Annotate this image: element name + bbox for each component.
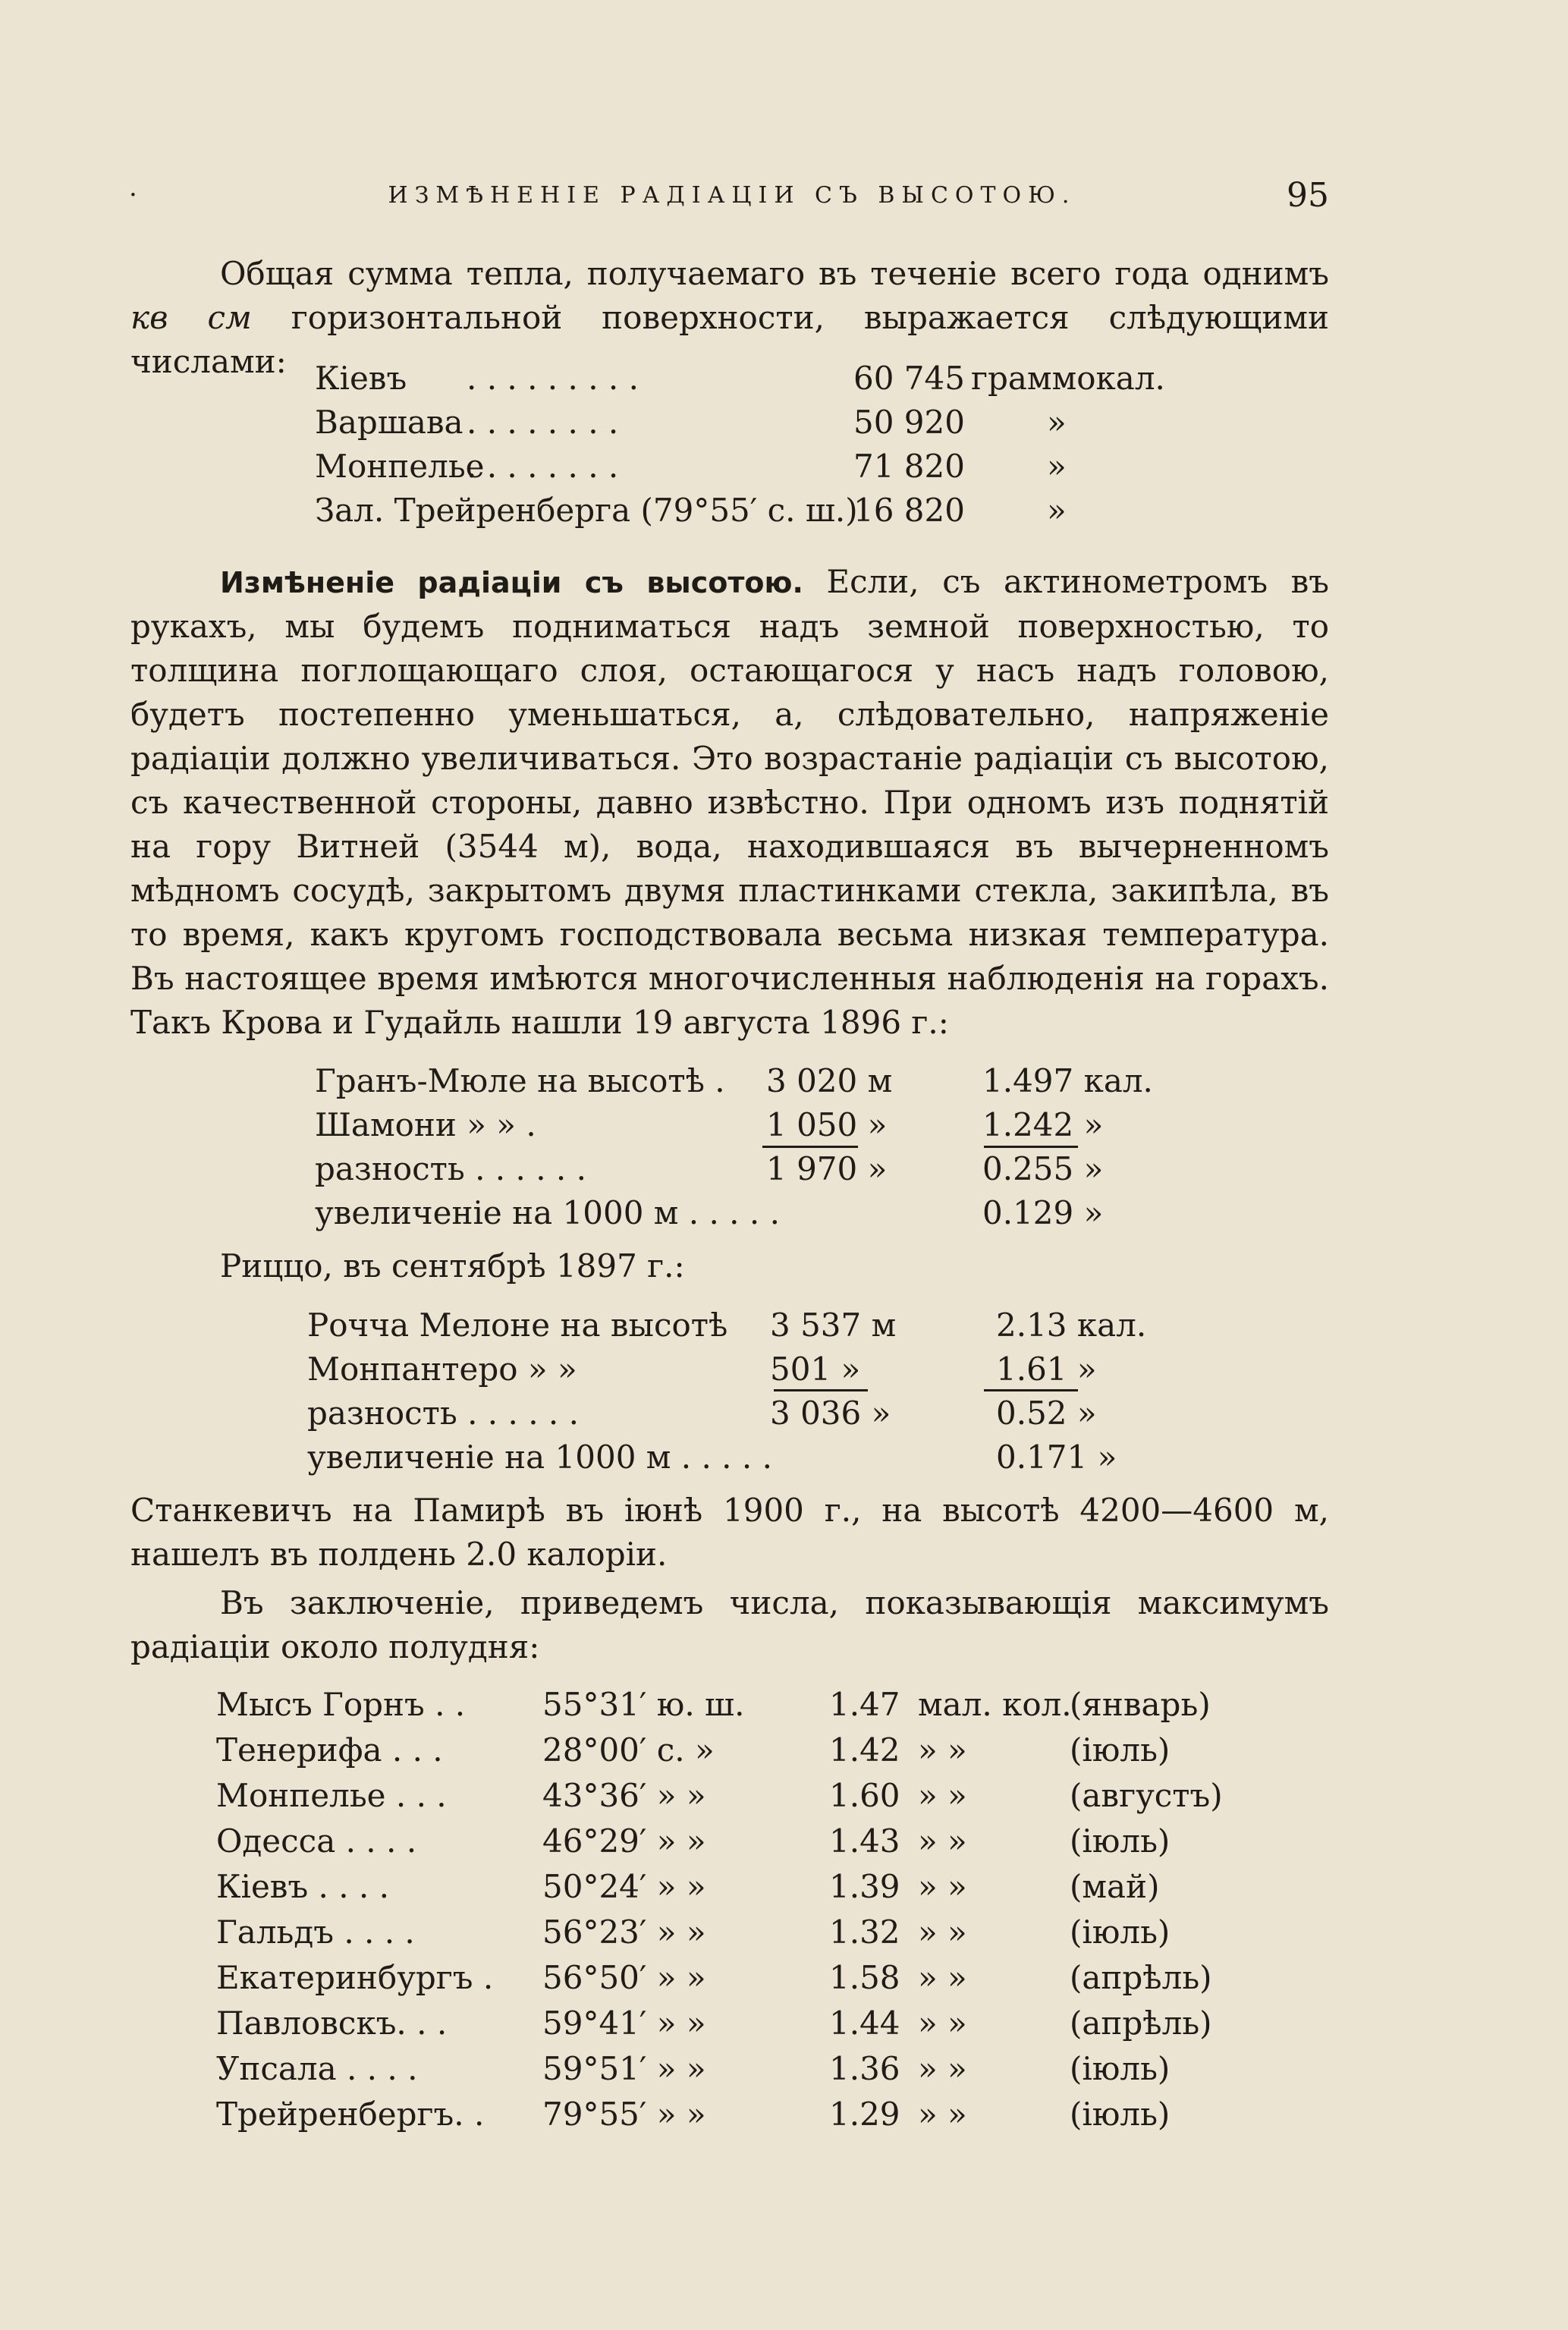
row-label: увеличеніе на 1000 м . . . . . [307, 1439, 772, 1476]
unit-label: » » [918, 2050, 967, 2087]
rizzo-row [307, 1391, 1445, 1435]
radiation-value: 0.255 » [982, 1150, 1104, 1187]
radiation-value: 1.61 » [996, 1351, 1097, 1388]
running-header [129, 176, 1335, 222]
latitude: 59°41′ » » [542, 2005, 706, 2042]
leader-dots: . . . . . . . . . [467, 360, 639, 397]
row-label: Монпантеро » » [307, 1351, 577, 1388]
month: (апрѣль) [1070, 1959, 1212, 1996]
radiation-value: 1.58 [829, 1959, 900, 1996]
place-name: Мысъ Горнъ . . [216, 1686, 466, 1723]
place-name: Трейренбергъ. . [216, 2096, 485, 2133]
heat-unit: граммокал. [971, 360, 1165, 397]
maxima-row [216, 2001, 1354, 2045]
latitude: 28°00′ с. » [542, 1731, 715, 1769]
row-label: разность . . . . . . [315, 1150, 586, 1187]
section-paragraph [130, 560, 1329, 1045]
place-name: Тенерифа . . . [216, 1731, 443, 1769]
place-name: Монпелье [315, 448, 485, 485]
heat-value: 16 820 [853, 492, 965, 529]
subtraction-rule [984, 1389, 1078, 1391]
margin-dot: · [129, 180, 137, 210]
maxima-row [216, 1956, 1354, 2000]
row-label: Рочча Мелоне на высотѣ [307, 1306, 728, 1344]
unit-label: » » [918, 1777, 967, 1814]
place-name: Кіевъ . . . . [216, 1868, 389, 1905]
month: (январь) [1070, 1686, 1211, 1723]
radiation-value: 1.47 [829, 1686, 900, 1723]
crova-row [315, 1191, 1453, 1235]
month: (іюль) [1070, 2050, 1171, 2087]
annual-row [315, 445, 1453, 489]
latitude: 55°31′ ю. ш. [542, 1686, 745, 1723]
place-name: Павловскъ. . . [216, 2005, 448, 2042]
stankevich-paragraph: Станкевичъ на Памирѣ въ іюнѣ 1900 г., на высотѣ 4200—4600 м, нашелъ въ полдень 2.0 калоріи. [130, 1492, 1329, 1573]
month: (май) [1070, 1868, 1160, 1905]
rizzo-row [307, 1303, 1445, 1347]
month: (апрѣль) [1070, 2005, 1212, 2042]
unit-label: » » [918, 1959, 967, 1996]
intro-lead: Общая сумма тепла, получаемаго въ теченіе всего года однимъ [220, 255, 1329, 292]
section-text: Если, съ актинометромъ въ рукахъ, мы будемъ подниматься надъ земной поверхностью, то толщина поглощающаго слоя, остающагося у насъ надъ головою, будетъ постепенно уменьшаться, а, слѣдовательно, напряженіе радіаціи должно увеличиваться. Это возрастаніе радіаціи съ высотою, съ качественной стороны, давно извѣстно. При одномъ изъ поднятій на гору Витней (3544 м), вода, находившаяся въ вычерненномъ мѣдномъ сосудѣ, закрытомъ двумя пластинками стекла, закипѣла, въ то время, какъ кругомъ господствовала весьма низкая температура. Въ настоящее время имѣются многочисленныя наблюденія на горахъ. Такъ Крова и Гудайль нашли 19 августа 1896 г.: [130, 563, 1330, 1041]
heat-value: 50 920 [853, 404, 965, 441]
latitude: 79°55′ » » [542, 2096, 706, 2133]
heat-unit: » [1047, 448, 1067, 485]
unit-label: » » [918, 1913, 967, 1951]
section-heading: Измѣненіе радіаціи съ высотою. [220, 566, 803, 599]
heat-value: 60 745 [853, 360, 965, 397]
height-value: 3 020 м [766, 1062, 893, 1099]
latitude: 46°29′ » » [542, 1822, 706, 1860]
unit-label: » » [918, 1731, 967, 1769]
place-name: Монпелье . . . [216, 1777, 447, 1814]
radiation-value: 1.29 [829, 2096, 900, 2133]
rizzo-row [307, 1347, 1445, 1391]
height-value: 1 970 » [766, 1150, 888, 1187]
place-name: Варшава [315, 404, 463, 441]
radiation-value: 1.36 [829, 2050, 900, 2087]
place-name: Упсала . . . . [216, 2050, 418, 2087]
crova-row [315, 1059, 1453, 1103]
annual-row [315, 401, 1453, 445]
month: (іюль) [1070, 1731, 1171, 1769]
rizzo-row [307, 1435, 1445, 1479]
month: (іюль) [1070, 1822, 1171, 1860]
maxima-row [216, 1865, 1354, 1909]
radiation-value: 1.39 [829, 1868, 900, 1905]
radiation-value: 1.242 » [982, 1106, 1104, 1143]
height-value: 3 036 » [770, 1395, 891, 1432]
page-number: 95 [1287, 176, 1329, 215]
place-name: Одесса . . . . [216, 1822, 417, 1860]
rizzo-intro: Риццо, въ сентябрѣ 1897 г.: [220, 1247, 685, 1284]
unit-label: » » [918, 1868, 967, 1905]
unit-label: » » [918, 2005, 967, 2042]
subtraction-rule [762, 1146, 858, 1148]
maxima-row [216, 1728, 1354, 1772]
row-label: разность . . . . . . [307, 1395, 579, 1432]
conclusion-paragraph: Въ заключеніе, приведемъ числа, показывающія максимумъ радіаціи около полудня: [130, 1584, 1329, 1665]
maxima-row [216, 1683, 1354, 1727]
unit-label: мал. кол. [918, 1686, 1072, 1723]
latitude: 59°51′ » » [542, 2050, 706, 2087]
place-name: Кіевъ [315, 360, 407, 397]
leader-dots: . . . . . . . . [467, 448, 619, 485]
radiation-value: 1.44 [829, 2005, 900, 2042]
radiation-value: 0.129 » [982, 1194, 1104, 1231]
subtraction-rule [984, 1146, 1078, 1148]
leader-dots: . . . . . . . . [467, 404, 619, 441]
latitude: 50°24′ » » [542, 1868, 706, 1905]
radiation-value: 1.42 [829, 1731, 900, 1769]
subtraction-rule [774, 1389, 868, 1391]
annual-row [315, 489, 1453, 533]
annual-row [315, 357, 1453, 401]
crova-row [315, 1103, 1453, 1147]
maxima-row [216, 1774, 1354, 1818]
maxima-row [216, 2047, 1354, 2091]
month: (іюль) [1070, 2096, 1171, 2133]
crova-row [315, 1147, 1453, 1191]
radiation-value: 1.43 [829, 1822, 900, 1860]
place-name: Зал. Трейренберга (79°55′ с. ш.) [315, 492, 858, 529]
row-label: Гранъ-Мюле на высотѣ . [315, 1062, 725, 1099]
unit-label: » » [918, 1822, 967, 1860]
row-label: увеличеніе на 1000 м . . . . . [315, 1194, 780, 1231]
radiation-value: 1.32 [829, 1913, 900, 1951]
radiation-value: 0.171 » [996, 1439, 1117, 1476]
latitude: 56°23′ » » [542, 1913, 706, 1951]
latitude: 43°36′ » » [542, 1777, 706, 1814]
heat-unit: » [1047, 404, 1067, 441]
height-value: 3 537 м [770, 1306, 897, 1344]
place-name: Екатеринбургъ . [216, 1959, 494, 1996]
intro-rest: горизонтальной поверхности, выражается слѣдующими числами: [130, 299, 1329, 380]
radiation-value: 0.52 » [996, 1395, 1097, 1432]
running-title: ИЗМѢНЕНІЕ РАДІАЦІИ СЪ ВЫСОТОЮ. [388, 182, 1076, 209]
radiation-value: 1.497 кал. [982, 1062, 1153, 1099]
heat-value: 71 820 [853, 448, 965, 485]
height-value: 1 050 » [766, 1106, 888, 1143]
maxima-row [216, 2093, 1354, 2137]
heat-unit: » [1047, 492, 1067, 529]
intro-unit: кв см [130, 299, 252, 336]
row-label: Шамони » » . [315, 1106, 536, 1143]
radiation-value: 2.13 кал. [996, 1306, 1147, 1344]
maxima-row [216, 1910, 1354, 1954]
height-value: 501 » [770, 1351, 861, 1388]
month: (іюль) [1070, 1913, 1171, 1951]
maxima-row [216, 1819, 1354, 1863]
latitude: 56°50′ » » [542, 1959, 706, 1996]
unit-label: » » [918, 2096, 967, 2133]
month: (августъ) [1070, 1777, 1223, 1814]
place-name: Гальдъ . . . . [216, 1913, 415, 1951]
radiation-value: 1.60 [829, 1777, 900, 1814]
